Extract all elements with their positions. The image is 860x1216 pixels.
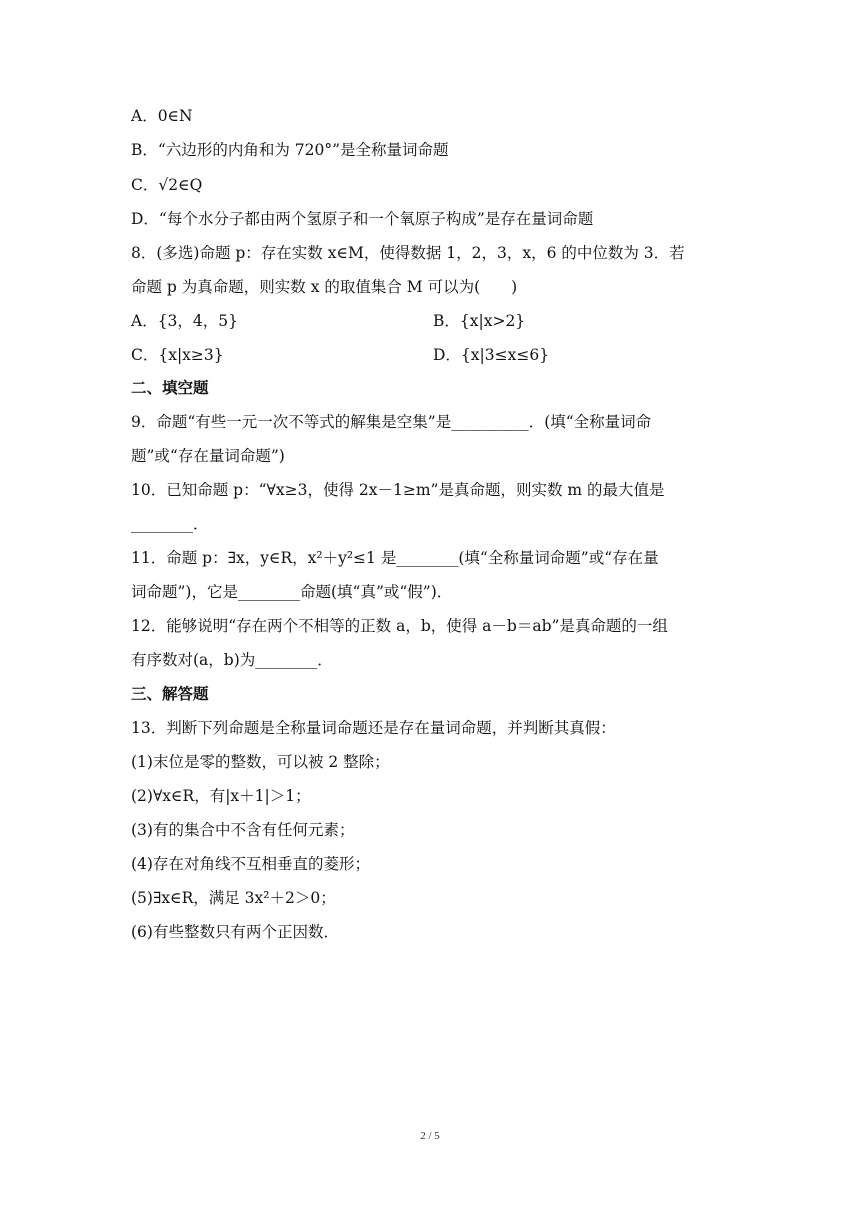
q13-item-3: (3)有的集合中不含有任何元素； [131,821,355,839]
q13-item-5: (5)∃x∈R，满足 3x²＋2＞0； [131,889,336,907]
q7-option-d: D．“每个水分子都由两个氢原子和一个氧原子构成”是存在量词命题 [131,210,594,228]
q8-option-a: A．{3，4，5} [131,312,239,330]
q7-option-a: A．0∈N [131,107,193,125]
q13-item-2: (2)∀x∈R，有|x＋1|＞1； [131,787,311,805]
q11-line2: 词命题”)，它是________命题(填“真”或“假”)． [131,583,453,601]
section-fill-blank-title: 二、填空题 [131,379,209,397]
q8-line2: 命题 p 为真命题，则实数 x 的取值集合 M 可以为( ) [131,278,518,296]
q9-line2: 题”或“存在量词命题”) [131,447,285,465]
q12-line1: 12．能够说明“存在两个不相等的正数 a，b，使得 a－b＝ab”是真命题的一组 [131,617,668,635]
q10-line2: ________． [131,515,209,533]
q7-option-b: B．“六边形的内角和为 720°”是全称量词命题 [131,141,449,159]
q10-line1: 10．已知命题 p：“∀x≥3，使得 2x－1≥m”是真命题，则实数 m 的最大值是 [131,481,665,499]
page-number: 2 / 5 [420,1130,440,1142]
q8-option-c: C．{x|x≥3} [131,346,224,364]
q11-line1: 11．命题 p：∃x，y∈R，x²＋y²≤1 是________(填“全称量词命题”或“存在量 [131,549,659,567]
q7-option-c: C．√2∈Q [131,176,203,194]
q13-item-1: (1)末位是零的整数，可以被 2 整除； [131,753,390,771]
q8-line1: 8．(多选)命题 p：存在实数 x∈M，使得数据 1，2，3，x，6 的中位数为 3．若 [131,244,685,262]
q13-item-4: (4)存在对角线不互相垂直的菱形； [131,855,370,873]
q8-option-b: B．{x|x>2} [433,312,526,330]
q9-line1: 9．命题“有些一元一次不等式的解集是空集”是__________．(填“全称量词命 [131,413,652,431]
q8-option-d: D．{x|3≤x≤6} [433,346,550,364]
section-answer-title: 三、解答题 [131,685,209,703]
q13-item-6: (6)有些整数只有两个正因数． [131,923,339,941]
q13-stem: 13．判断下列命题是全称量词命题还是存在量词命题，并判断其真假： [131,719,616,737]
q12-line2: 有序数对(a，b)为________． [131,651,333,669]
